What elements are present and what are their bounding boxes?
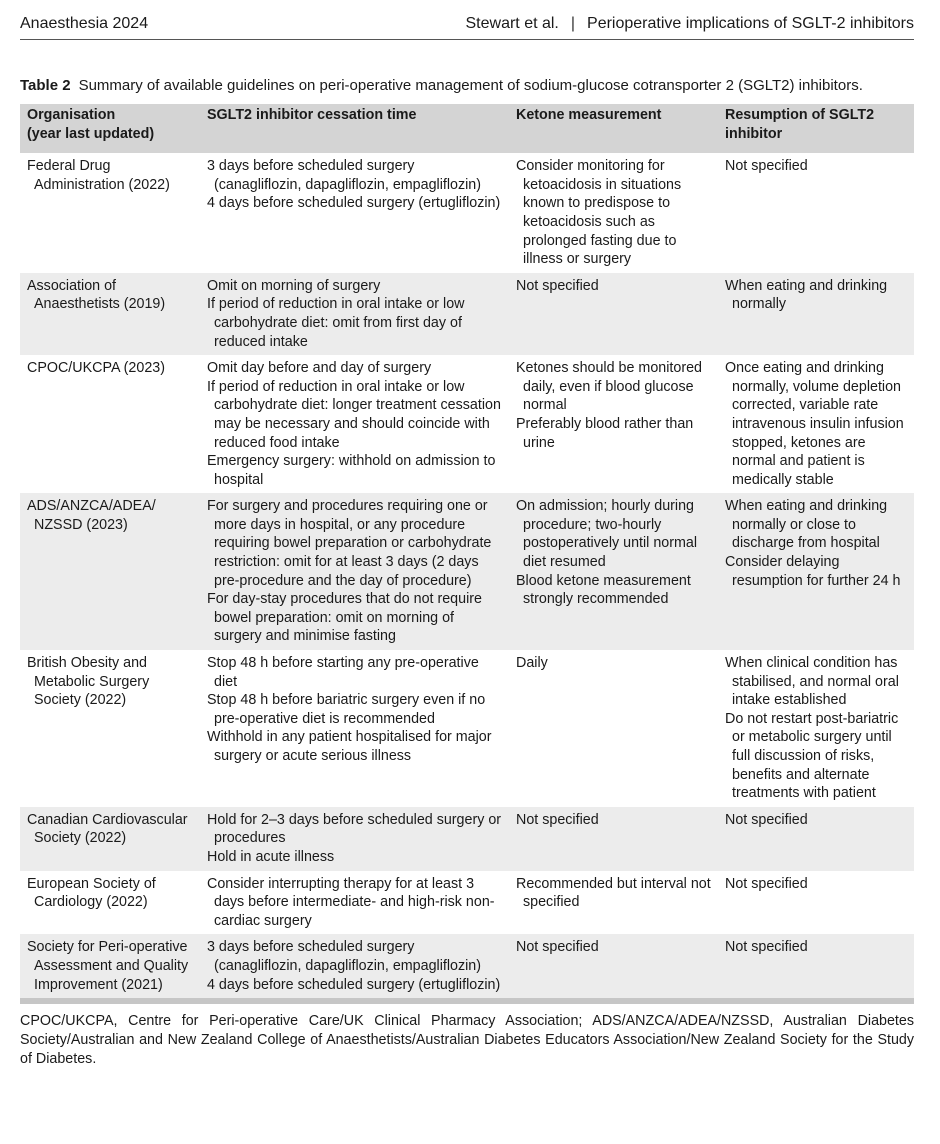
ketone-measurement-cell <box>509 807 718 871</box>
ketone-measurement-cell <box>509 650 718 807</box>
resumption-cell <box>718 355 914 493</box>
cell-line: For surgery and procedures requiring one or more days in hospital, or any procedure requiring bowel preparation or carbohydrate restriction: omit for at least 3 days (2 days pre-procedure and the day of procedure) <box>207 498 492 589</box>
cell-line: Once eating and drinking normally, volume depletion corrected, variable rate intravenous insulin infusion stopped, ketones are normal and patient is medically stable <box>725 360 904 488</box>
organisation-cell <box>20 934 200 1001</box>
guidelines-table <box>20 104 914 1004</box>
ketone-measurement-cell <box>509 273 718 355</box>
table-row <box>20 355 914 493</box>
journal-name: Anaesthesia 2024 <box>20 14 149 32</box>
cell-line: Canadian Cardiovascular Society (2022) <box>27 811 188 847</box>
cell-line: 4 days before scheduled surgery (ertugliflozin) <box>207 976 501 993</box>
cell-line: Not specified <box>516 939 599 956</box>
cell-line: Recommended but interval not specified <box>516 875 711 911</box>
resumption-cell <box>718 650 914 807</box>
resumption-cell <box>718 871 914 935</box>
cell-line: European Society of Cardiology (2022) <box>27 875 156 911</box>
resumption-cell <box>718 273 914 355</box>
cell-line: If period of reduction in oral intake or low carbohydrate diet: omit from first day of reduced intake <box>207 296 465 350</box>
cessation-time-cell <box>200 273 509 355</box>
cessation-time-cell <box>200 934 509 1001</box>
cell-line: Consider monitoring for ketoacidosis in situations known to predispose to ketoacidosis such as prolonged fasting due to illness or surgery <box>516 158 682 268</box>
cell-line: Federal Drug Administration (2022) <box>27 158 170 193</box>
cell-line: Stop 48 h before starting any pre-operative diet <box>207 655 479 690</box>
page <box>20 0 914 1069</box>
cell-line: Not specified <box>725 939 808 956</box>
table-caption-text: Summary of available guidelines on peri-operative management of sodium-glucose cotransporter 2 (SGLT2) inhibitors. <box>78 77 863 94</box>
cell-line: Do not restart post-bariatric or metabolic surgery until full discussion of risks, benefits and alternate treatments with patient <box>725 710 899 802</box>
resumption-cell <box>718 153 914 273</box>
organisation-cell <box>20 355 200 493</box>
cell-line: Ketones should be monitored daily, even if blood glucose normal <box>516 360 702 414</box>
cell-line: Blood ketone measurement strongly recommended <box>516 572 691 608</box>
table-row <box>20 871 914 935</box>
table-caption <box>20 76 914 96</box>
authors: Stewart et al. <box>465 14 559 32</box>
resumption-cell <box>718 807 914 871</box>
organisation-cell <box>20 871 200 935</box>
table-footnote: CPOC/UKCPA, Centre for Peri-operative Care/UK Clinical Pharmacy Association; ADS/ANZCA/ADEA/NZSSD, Australian Diabetes Society/Australian and New Zealand College of Anaesthetists/Australian Diabetes Educators Association/New Zealand Society for the Study of Diabetes. <box>20 1013 914 1068</box>
cessation-time-cell <box>200 650 509 807</box>
cell-line: Not specified <box>725 158 808 175</box>
cell-line: When eating and drinking normally <box>725 277 888 313</box>
cell-line: Society for Peri-operative Assessment and Quality Improvement (2021) <box>27 939 189 993</box>
organisation-cell <box>20 493 200 650</box>
cell-line: If period of reduction in oral intake or low carbohydrate diet: longer treatment cessation may be necessary and should coincide with reduced food intake <box>207 378 501 451</box>
cessation-time-cell <box>200 153 509 273</box>
table-row <box>20 650 914 807</box>
cell-line: 4 days before scheduled surgery (ertugliflozin) <box>207 195 501 212</box>
article-title: Perioperative implications of SGLT-2 inhibitors <box>587 14 914 32</box>
column-header: Resumption of SGLT2 inhibitor <box>718 104 914 153</box>
table-header <box>20 104 914 153</box>
ketone-measurement-cell <box>509 493 718 650</box>
cell-line: 3 days before scheduled surgery (canagliflozin, dapagliflozin, empagliflozin) <box>207 939 482 974</box>
ketone-measurement-cell <box>509 153 718 273</box>
cessation-time-cell <box>200 493 509 650</box>
table-row <box>20 493 914 650</box>
resumption-cell <box>718 934 914 1001</box>
cell-line: On admission; hourly during procedure; two-hourly postoperatively until normal diet resumed <box>516 498 698 571</box>
cell-line: 3 days before scheduled surgery (canagliflozin, dapagliflozin, empagliflozin) <box>207 158 482 193</box>
table-row <box>20 273 914 355</box>
cell-line: Omit on morning of surgery <box>207 277 381 294</box>
table-row <box>20 153 914 273</box>
cell-line: Omit day before and day of surgery <box>207 360 432 377</box>
running-title <box>466 15 915 33</box>
ketone-measurement-cell <box>509 871 718 935</box>
cell-line: Preferably blood rather than urine <box>516 415 694 451</box>
cell-line: Not specified <box>516 277 599 294</box>
running-header <box>20 0 914 40</box>
cell-line: Emergency surgery: withhold on admission to hospital <box>207 453 496 488</box>
header-separator: | <box>570 14 576 32</box>
cell-line: Withhold in any patient hospitalised for major surgery or acute serious illness <box>207 729 492 764</box>
cessation-time-cell <box>200 807 509 871</box>
table-row <box>20 807 914 871</box>
organisation-cell <box>20 153 200 273</box>
cell-line: Not specified <box>725 811 808 828</box>
organisation-cell <box>20 807 200 871</box>
ketone-measurement-cell <box>509 934 718 1001</box>
cell-line: Not specified <box>516 811 599 828</box>
ketone-measurement-cell <box>509 355 718 493</box>
table-label: Table 2 <box>20 77 71 94</box>
organisation-cell <box>20 273 200 355</box>
organisation-cell <box>20 650 200 807</box>
column-header: Organisation (year last updated) <box>20 104 200 153</box>
cell-line: British Obesity and Metabolic Surgery Society (2022) <box>27 655 150 709</box>
column-header: SGLT2 inhibitor cessation time <box>200 104 509 153</box>
cell-line: ADS/ANZCA/ADEA/ NZSSD (2023) <box>27 498 156 533</box>
cell-line: For day-stay procedures that do not require bowel preparation: omit on morning of surgery and minimise fasting <box>207 591 482 645</box>
column-header: Ketone measurement <box>509 104 718 153</box>
cell-line: Consider delaying resumption for further 24 h <box>725 554 901 589</box>
cessation-time-cell <box>200 355 509 493</box>
cell-line: Not specified <box>725 875 808 892</box>
cell-line: When clinical condition has stabilised, and normal oral intake established <box>725 655 899 709</box>
cell-line: Daily <box>516 655 548 672</box>
resumption-cell <box>718 493 914 650</box>
cell-line: Association of Anaesthetists (2019) <box>27 277 166 313</box>
cell-line: Hold for 2–3 days before scheduled surgery or procedures <box>207 811 502 847</box>
cell-line: Hold in acute illness <box>207 848 335 865</box>
cessation-time-cell <box>200 871 509 935</box>
table-body <box>20 153 914 1001</box>
table-row <box>20 934 914 1001</box>
header-row <box>20 104 914 153</box>
cell-line: CPOC/UKCPA (2023) <box>27 360 165 377</box>
cell-line: Consider interrupting therapy for at least 3 days before intermediate- and high-risk non-cardiac surgery <box>207 875 495 929</box>
cell-line: When eating and drinking normally or close to discharge from hospital <box>725 498 888 552</box>
cell-line: Stop 48 h before bariatric surgery even if no pre-operative diet is recommended <box>207 692 486 727</box>
